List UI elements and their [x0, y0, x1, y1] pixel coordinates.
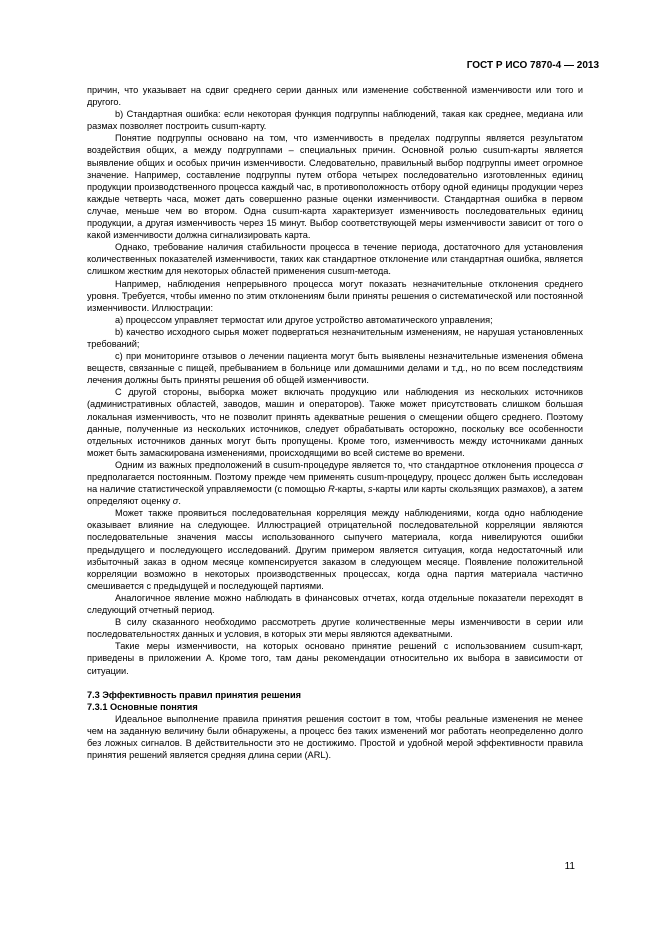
s-symbol: s: [368, 484, 373, 495]
paragraph: Может также проявиться последовательная корреляция между наблюдениями, когда одно наблюдение оказывает влияние на следующее. Иллюстрацией отрицательной последовательной корреляции являются последовательные значения массы использованного сыпучего материала, когда нивелируются ошибки предыдущего и последующего исследований. Другим примером является ситуация, когда недостаточный или избыточный заказ в одном месяце компенсируется заказом в следующем месяце. Появление положительной корреляции возможно в некоторых производственных процессах, когда одна партия материала частично смешивается с предыдущей и последующей партиями.: [87, 508, 583, 591]
page-number: 11: [564, 861, 575, 872]
page-body: [87, 84, 583, 761]
list-item: c) при мониторинге отзывов о лечении пациента могут быть выявлены незначительные изменения обмена веществ, связанные с пищей, пребыванием в больнице или домашними делами и т.д., но по всем последствиям лечения должны быть приняты решения об общей изменчивости.: [87, 351, 583, 386]
paragraph: Аналогичное явление можно наблюдать в финансовых отчетах, когда отдельные показатели переходят в следующий отчетный период.: [87, 592, 583, 616]
paragraph: С другой стороны, выборка может включать продукцию или наблюдения из нескольких источников (административных областей, заводов, машин и операторов). Также может присутствовать слишком большая локальная изменчивость, что не позволит принять адекватные решения о смещении общего среднего. Поэтому данные, полученные из нескольких источников, следует обрабатывать осторожно, поскольку все особенности отдельных источников данных могут быть пропущены. Кроме того, изменчивость между источниками данных может быть замаскирована изменениями, происходящими во всей системе во времени.: [87, 387, 583, 458]
paragraph: В силу сказанного необходимо рассмотреть другие количественные меры изменчивости в серии или последовательностях данных и условия, в которых эти меры являются адекватными.: [87, 617, 583, 640]
paragraph: Понятие подгруппы основано на том, что изменчивость в пределах подгруппы является результатом воздействия общих, а между подгруппами – специальных причин. Основной ролью cusum-карты является выявление общих и особых причин изменчивости. Следовательно, правильный выбор подгруппы имеет огромное значение. Например, составление подгруппы путем отбора четырех последовательно изготовленных единиц продукции производственного процесса каждый час, в противоположность отбору одной единицы продукции через каждые четверть часа, может дать совершенно разные оценки изменчивости. Стандартная ошибка в первом случае, меньше чем во втором. Одна cusum-карта характеризует изменчивость последовательных единиц продукции, а другая изменчивость через 15 минут. Выбор соответствующей меры изменчивости зависит от того о какой изменчивости должна сигнализировать карта.: [87, 133, 583, 241]
paragraph: Такие меры изменчивости, на которых основано принятие решений с использованием cusum-карт, приведены в приложении А. Кроме того, там даны рекомендации относительно их выбора в зависимости от ситуации.: [87, 641, 583, 676]
paragraph: причин, что указывает на сдвиг среднего серии данных или изменение собственной изменчивости или того и другого.: [87, 85, 583, 108]
text-run: -карты,: [334, 484, 368, 495]
subsection-heading: 7.3.1 Основные понятия: [87, 701, 198, 712]
paragraph: Однако, требование наличия стабильности процесса в течение периода, достаточного для установления количественных показателей изменчивости, таких как стандартное отклонение или стандартная ошибка, является слишком жестким для некоторых областей применения cusum-метода.: [87, 242, 583, 277]
sigma-symbol: σ: [172, 496, 179, 507]
list-item: a) процессом управляет термостат или другое устройство автоматического управления;: [115, 314, 493, 325]
r-symbol: R: [328, 484, 335, 495]
paragraph: [87, 459, 583, 507]
paragraph: Например, наблюдения непрерывного процесса могут показать незначительные отклонения среднего уровня. Требуется, чтобы именно по этим отклонениям были приняты решения о систематической или постоянной изменчивости. Иллюстрации:: [87, 278, 583, 313]
section-heading: 7.3 Эффективность правил принятия решения: [87, 689, 301, 700]
text-run: Одним из важных предположений в cusum-процедуре является то, что стандартное отклонения процесса: [115, 459, 578, 470]
list-item: b) качество исходного сырья может подвергаться незначительным изменениям, не нарушая установленных требований;: [87, 326, 583, 349]
text-run: -карты или карты скользящих размахов), а затем определяют оценку: [87, 484, 584, 507]
paragraph: b) Стандартная ошибка: если некоторая функция подгруппы наблюдений, такая как среднее, медиана или размах позволяет построить cusum-карту.: [87, 109, 583, 132]
sigma-symbol: σ: [577, 459, 583, 470]
paragraph: Идеальное выполнение правила принятия решения состоит в том, чтобы реальные изменения не менее чем на заданную величину были обнаружены, а процесс без таких изменений мог работать неопределенно долго без ложных сигналов. В действительности это не достижимо. Простой и удобной мерой эффективности правила принятия решений является средняя длина серии (ARL).: [87, 713, 583, 761]
document-header: ГОСТ Р ИСО 7870-4 — 2013: [466, 60, 599, 71]
text-run: .: [178, 496, 181, 507]
text-run: предполагается постоянным. Поэтому прежде чем применять cusum-процедуру, процесс должен быть исследован на наличие статистической управляемости (с помощью: [87, 472, 583, 495]
